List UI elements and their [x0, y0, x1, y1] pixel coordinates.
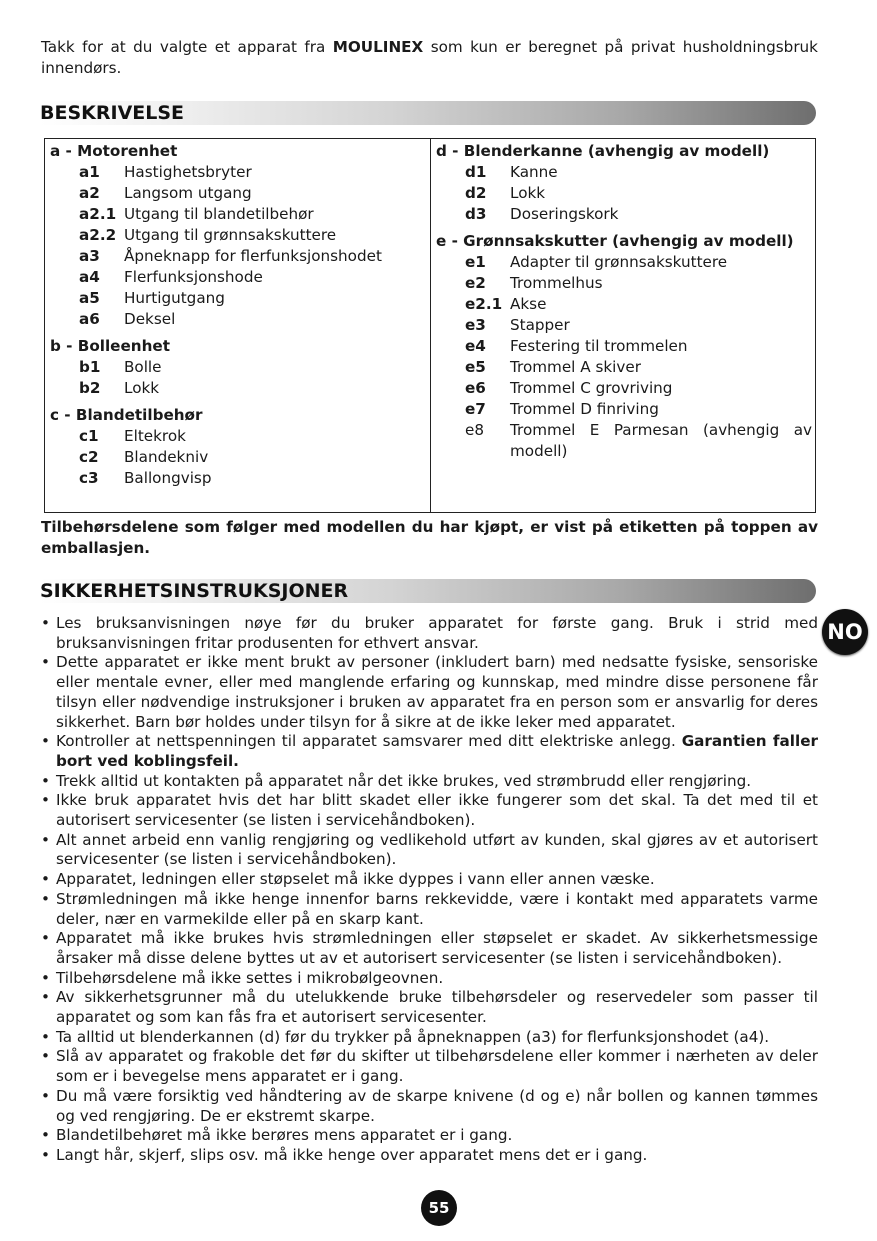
bullet-icon: •: [41, 791, 50, 810]
intro-text-after: som kun er beregnet på privat husholdningsbruk innendørs.: [41, 38, 818, 77]
safety-item-text: Apparatet, ledningen eller støpselet må ikke dyppes i vann eller annen væske.: [56, 870, 655, 889]
safety-item: [41, 1087, 818, 1126]
safety-item: [41, 870, 818, 890]
part-group: [436, 141, 812, 225]
part-group: [436, 231, 812, 462]
safety-item: [41, 1047, 818, 1086]
description-right-column: [431, 139, 815, 512]
safety-item: [41, 1028, 818, 1048]
part-label: Ballongvisp: [124, 469, 212, 487]
safety-item: [41, 791, 818, 830]
part-group: [50, 405, 426, 489]
safety-item: [41, 1126, 818, 1146]
part-code: a3: [79, 247, 100, 265]
part-item: [436, 399, 812, 420]
part-code: e6: [465, 379, 486, 397]
part-label: Hurtigutgang: [124, 289, 225, 307]
part-label: Lokk: [510, 184, 546, 202]
part-code: c2: [79, 448, 99, 466]
safety-item-text: Slå av apparatet og frakoble det før du skifter ut tilbehørsdelene eller kommer i nærheten av deler som er i bevegelse mens apparatet er i gang.: [56, 1047, 818, 1086]
part-item: [50, 246, 426, 267]
part-code: e3: [465, 316, 486, 334]
part-item: [50, 204, 426, 225]
safety-item-text: Ikke bruk apparatet hvis det har blitt skadet eller ikke fungerer som det skal. Ta det med til et autorisert servicesenter (se listen i servicehåndboken).: [56, 791, 818, 830]
part-item: [436, 162, 812, 183]
part-code: e8: [465, 421, 485, 439]
sikkerhet-header-bar: [40, 579, 816, 603]
part-label: Trommelhus: [510, 274, 603, 292]
part-item: [50, 357, 426, 378]
part-item: [436, 252, 812, 273]
part-group-title: a - Motorenhet: [50, 142, 178, 160]
safety-item-text: Du må være forsiktig ved håndtering av de skarpe knivene (d og e) når bollen og kannen tømmes og ved rengjøring. De er ekstremt skarpe.: [56, 1086, 818, 1125]
part-label: Trommel A skiver: [510, 358, 641, 376]
part-group-title: b - Bolleenhet: [50, 337, 170, 355]
page-number: 55: [421, 1190, 457, 1226]
part-code: d1: [465, 163, 487, 181]
safety-item: [41, 1146, 818, 1166]
safety-item-text: Ta alltid ut blenderkannen (d) før du trykker på åpneknappen (a3) for flerfunksjonshodet (a4).: [56, 1027, 770, 1046]
part-item: [436, 315, 812, 336]
safety-item: [41, 653, 818, 732]
safety-instructions-list: [41, 614, 818, 1166]
part-label: Langsom utgang: [124, 184, 252, 202]
bullet-icon: •: [41, 929, 50, 948]
safety-item: [41, 988, 818, 1027]
part-item: [50, 183, 426, 204]
safety-item: [41, 969, 818, 989]
part-item: [50, 288, 426, 309]
intro-paragraph: [41, 37, 818, 79]
safety-item-bold-text: Garantien faller bort ved koblingsfeil.: [56, 732, 818, 770]
bullet-icon: •: [41, 1027, 50, 1046]
part-code: b1: [79, 358, 101, 376]
part-label: Deksel: [124, 310, 176, 328]
part-label: Bolle: [124, 358, 162, 376]
part-code: e1: [465, 253, 486, 271]
part-label: Doseringskork: [510, 205, 619, 223]
safety-item: [41, 772, 818, 792]
part-label: Trommel D finriving: [510, 400, 659, 418]
part-label: Utgang til grønnsakskuttere: [124, 226, 337, 244]
part-item: [436, 336, 812, 357]
part-item: [50, 468, 426, 489]
safety-item-text: Les bruksanvisningen nøye før du bruker apparatet for første gang. Bruk i strid med bruksanvisningen fritar produsenten for ethvert ansvar.: [56, 614, 818, 652]
part-item: [50, 426, 426, 447]
part-code: d2: [465, 184, 487, 202]
bullet-icon: •: [41, 1086, 50, 1105]
part-label: Flerfunksjonshode: [124, 268, 263, 286]
part-label: Lokk: [124, 379, 160, 397]
bullet-icon: •: [41, 732, 50, 751]
safety-item-text: Blandetilbehøret må ikke berøres mens apparatet er i gang.: [56, 1126, 513, 1145]
safety-item: [41, 929, 818, 968]
part-item: [50, 378, 426, 399]
part-item: [436, 420, 812, 462]
part-label: Blandekniv: [124, 448, 209, 466]
part-code: a6: [79, 310, 100, 328]
part-code: e2.1: [465, 295, 503, 313]
part-group-title: e - Grønnsakskutter (avhengig av modell): [436, 232, 794, 250]
safety-item: [41, 732, 818, 771]
part-code: e2: [465, 274, 486, 292]
bullet-icon: •: [41, 830, 50, 849]
part-item: [436, 357, 812, 378]
safety-item-text: Strømledningen må ikke henge innenfor barns rekkevidde, være i kontakt med apparatets varme deler, nær en varmekilde eller på en skarp kant.: [56, 889, 818, 928]
bullet-icon: •: [41, 1126, 50, 1145]
safety-item-text: Kontroller at nettspenningen til apparatet samsvarer med ditt elektriske anlegg.: [56, 732, 682, 751]
safety-item-text: Langt hår, skjerf, slips osv. må ikke henge over apparatet mens det er i gang.: [56, 1145, 648, 1164]
part-item: [436, 183, 812, 204]
safety-item: [41, 890, 818, 929]
part-group-title: c - Blandetilbehør: [50, 406, 203, 424]
beskrivelse-header-bar: [40, 101, 816, 125]
part-code: a2: [79, 184, 100, 202]
intro-text-before: Takk for at du valgte et apparat fra: [41, 38, 333, 56]
part-label: Åpneknapp for flerfunksjonshodet: [124, 247, 382, 265]
safety-item-text: Tilbehørsdelene må ikke settes i mikrobølgeovnen.: [56, 968, 444, 987]
part-code: a1: [79, 163, 100, 181]
safety-item-text: Apparatet må ikke brukes hvis strømledningen eller støpselet er skadet. Av sikkerhetsmessige årsaker må disse delene byttes ut av et autorisert servicesenter (se listen i servicehåndboken).: [56, 929, 818, 967]
part-item: [436, 378, 812, 399]
part-label: Festering til trommelen: [510, 337, 688, 355]
part-code: e5: [465, 358, 486, 376]
bullet-icon: •: [41, 771, 50, 790]
bullet-icon: •: [41, 968, 50, 987]
part-item: [50, 225, 426, 246]
description-table: [44, 138, 816, 513]
part-code: a2.1: [79, 205, 117, 223]
part-code: a5: [79, 289, 100, 307]
part-label: Kanne: [510, 163, 558, 181]
part-item: [50, 447, 426, 468]
safety-item: [41, 614, 818, 653]
part-label: Adapter til grønnsakskuttere: [510, 253, 728, 271]
bullet-icon: •: [41, 614, 50, 632]
part-group: [50, 336, 426, 399]
language-badge: NO: [822, 609, 868, 655]
part-label: Utgang til blandetilbehør: [124, 205, 314, 223]
part-label: Eltekrok: [124, 427, 186, 445]
part-label: Akse: [510, 295, 547, 313]
bullet-icon: •: [41, 1145, 50, 1164]
bullet-icon: •: [41, 653, 50, 672]
brand-name: MOULINEX: [332, 38, 424, 56]
part-label: Hastighetsbryter: [124, 163, 252, 181]
part-item: [50, 309, 426, 330]
bullet-icon: •: [41, 1047, 50, 1066]
part-code: d3: [465, 205, 487, 223]
safety-item-text: Dette apparatet er ikke ment brukt av personer (inkludert barn) med nedsatte fysiske, sensoriske eller mentale evner, eller med manglende erfaring og kunnskap, med mindre disse personene får tilsyn eller nødvendige instruksjoner i bruken av apparatet fra en person som er ansvarlig for deres sikkerhet. Barn bør holdes under tilsyn for å sikre at de ikke leker med apparatet.: [56, 653, 818, 731]
safety-item-text: Av sikkerhetsgrunner må du utelukkende bruke tilbehørsdeler og reservedeler som passer til apparatet og som kan fås fra et autorisert servicesenter.: [56, 988, 818, 1027]
safety-item: [41, 831, 818, 870]
part-code: c3: [79, 469, 99, 487]
part-item: [436, 294, 812, 315]
part-code: e4: [465, 337, 486, 355]
part-item: [436, 204, 812, 225]
part-group-title: d - Blenderkanne (avhengig av modell): [436, 142, 770, 160]
accessories-note: Tilbehørsdelene som følger med modellen du har kjøpt, er vist på etiketten på toppen av emballasjen.: [41, 518, 818, 557]
part-code: c1: [79, 427, 99, 445]
part-code: e7: [465, 400, 486, 418]
part-group: [50, 141, 426, 330]
part-item: [436, 273, 812, 294]
part-code: a4: [79, 268, 100, 286]
part-code: b2: [79, 379, 101, 397]
bullet-icon: •: [41, 988, 50, 1007]
sikkerhet-title: SIKKERHETSINSTRUKSJONER: [40, 580, 349, 602]
beskrivelse-title: BESKRIVELSE: [40, 102, 185, 124]
part-code: a2.2: [79, 226, 117, 244]
bullet-icon: •: [41, 870, 50, 889]
part-item: [50, 162, 426, 183]
part-label: Stapper: [510, 316, 570, 334]
part-item: [50, 267, 426, 288]
description-left-column: [45, 139, 431, 512]
part-label: Trommel C grovriving: [510, 379, 673, 397]
safety-item-text: Trekk alltid ut kontakten på apparatet når det ikke brukes, ved strømbrudd eller rengjøring.: [56, 771, 752, 790]
bullet-icon: •: [41, 889, 50, 908]
safety-item-text: Alt annet arbeid enn vanlig rengjøring og vedlikehold utført av kunden, skal gjøres av et autorisert servicesenter (se listen i servicehåndboken).: [56, 830, 818, 869]
part-label: Trommel E Parmesan (avhengig av modell): [510, 421, 812, 460]
